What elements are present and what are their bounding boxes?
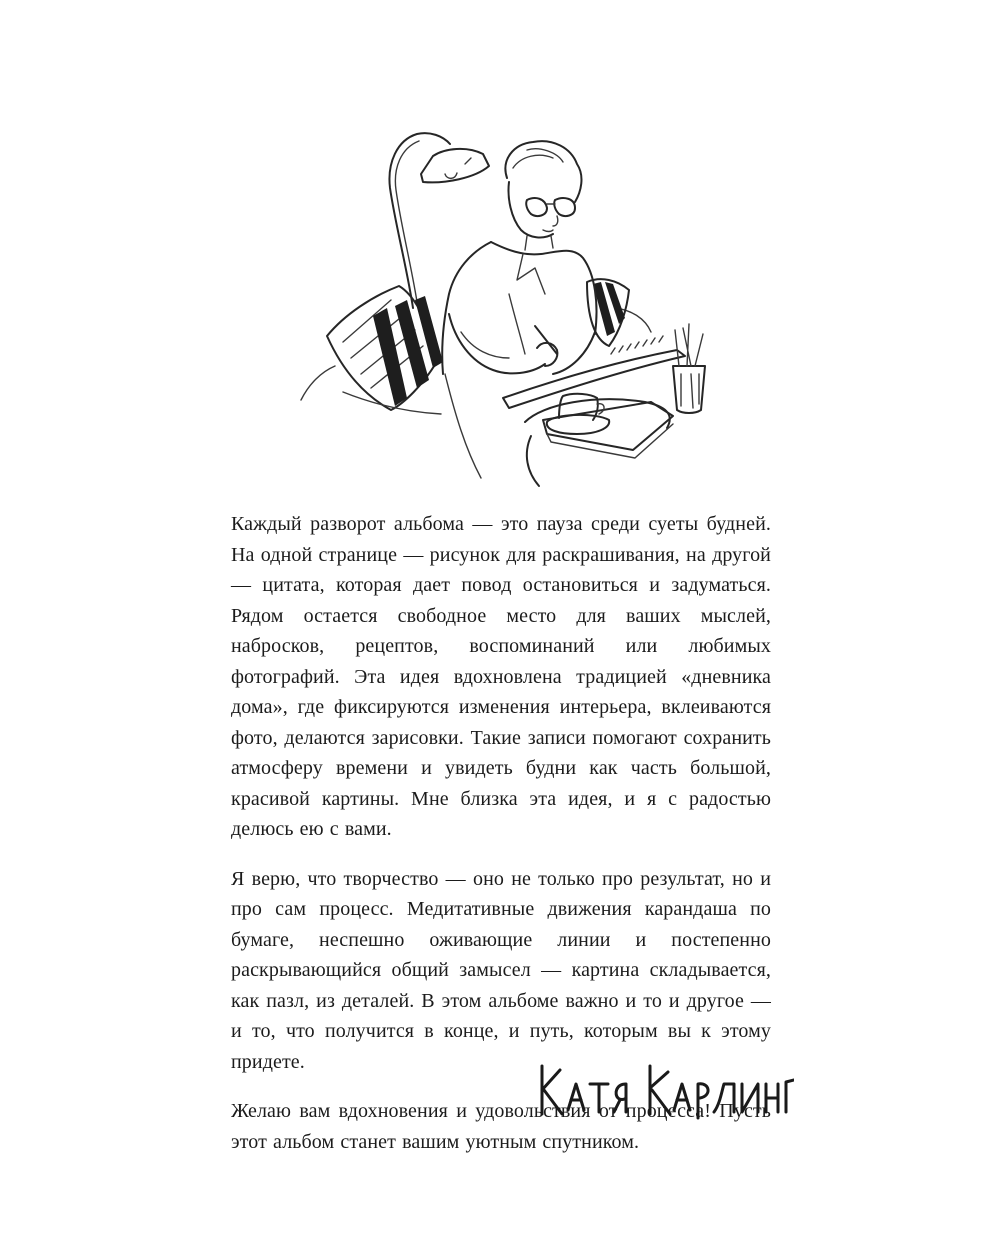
paragraph-3: Желаю вам вдохновения и удовольствия от процесса! Пусть этот альбом станет вашим уютным спутником.: [231, 1100, 771, 1153]
paragraph-2: Я верю, что творчество — оно не только про результат, но и про сам процесс. Медитативные движения карандаша по бумаге, неспешно оживающие линии и постепенно раскрывающийся общий замысел — картина складывается, как пазл, из деталей. В этом альбоме важно и то и другое — и то, что получится в конце, и путь, которым вы к этому придете.: [231, 867, 771, 1073]
paragraph-1: Каждый разворот альбома — это пауза среди суеты будней. На одной странице — рисунок для раскрашивания, на другой — цитата, которая дает повод остановиться и задуматься. Рядом остается свободное место для ваших мыслей, набросков, рецептов, воспоминаний или любимых фотографий. Эта идея вдохновлена традицией «дневника дома», где фиксируются изменения интерьера, вклеиваются фото, делаются зарисовки. Такие записи помогают сохранить атмосферу времени и увидеть будни как часть большой, красивой картины. Мне близка эта идея, и я с радостью делюсь ею с вами.: [231, 513, 771, 840]
woman-drawing-sketch-icon: [295, 118, 715, 488]
handwritten-signature-icon: [534, 1058, 794, 1122]
signature: [534, 1058, 794, 1122]
illustration: [295, 118, 715, 488]
